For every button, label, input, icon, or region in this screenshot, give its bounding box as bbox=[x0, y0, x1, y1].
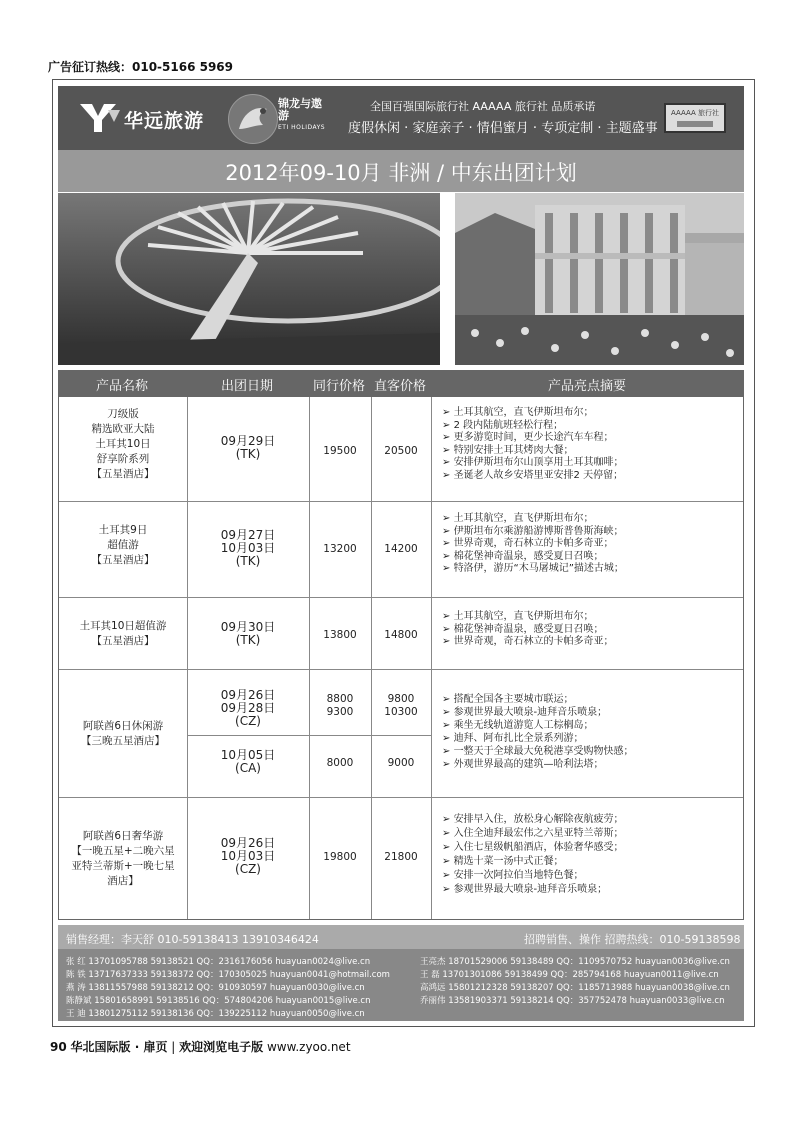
highlight-item: ➢ 世界奇观，奇石林立的卡帕多奇亚； bbox=[442, 636, 614, 649]
trade-price: 19800 bbox=[323, 851, 357, 863]
col-header-trade-price: 同行价格 bbox=[312, 379, 365, 394]
highlight-item: ➢ 棉花堡神奇温泉，感受夏日召唤； bbox=[442, 551, 624, 564]
itinerary-table bbox=[58, 396, 744, 920]
trade-price: 13200 bbox=[323, 543, 357, 555]
col-header-retail-price: 直客价格 bbox=[373, 379, 426, 394]
highlights-list bbox=[442, 693, 634, 771]
departure-date: 10月05日 (CA) bbox=[220, 748, 276, 775]
highlight-item: ➢ 参观世界最大喷泉-迪拜音乐喷泉； bbox=[442, 706, 634, 719]
product-name: 阿联酋6日奢华游 【一晚五星+二晚六星 亚特兰蒂斯+一晚七星 酒店】 bbox=[71, 830, 175, 887]
highlight-item: ➢ 参观世界最大喷泉-迪拜音乐喷泉； bbox=[442, 883, 624, 897]
departure-date: 09月30日 (TK) bbox=[220, 620, 276, 647]
contact-entry: 张 红 13701095788 59138521 QQ：2316176056 huayuan0024@live.cn bbox=[66, 957, 371, 967]
departure-date: 09月27日 10月03日 (TK) bbox=[220, 528, 276, 568]
highlight-item: ➢ 安排伊斯坦布尔山顶享用土耳其咖啡； bbox=[442, 457, 624, 470]
highlight-item: ➢ 搭配全国各主要城市联运； bbox=[442, 693, 634, 706]
slogan-line-2: 度假休闲 · 家庭亲子 · 情侣蜜月 · 专项定制 · 主题盛事 bbox=[348, 121, 658, 136]
trade-price: 19500 bbox=[323, 445, 357, 457]
product-name: 阿联酋6日休闲游 【三晚五星酒店】 bbox=[81, 720, 165, 747]
highlight-item: ➢ 圣诞老人故乡安塔里亚安排2 天停留； bbox=[442, 470, 624, 483]
highlights-list bbox=[442, 813, 624, 897]
product-name: 刀级版 精选欧亚大陆 土耳其10日 舒享阶系列 【五星酒店】 bbox=[91, 408, 155, 480]
recruit-hotline: 招聘销售、操作 招聘热线：010-59138598 bbox=[524, 933, 741, 946]
retail-price: 20500 bbox=[384, 445, 418, 457]
highlight-item: ➢ 入住七星级帆船酒店，体验奢华感受； bbox=[442, 841, 624, 855]
highlight-item: ➢ 安排一次阿拉伯当地特色餐； bbox=[442, 869, 624, 883]
eti-name-en: ETI HOLIDAYS bbox=[278, 124, 326, 131]
title-bar bbox=[58, 150, 744, 192]
highlight-item: ➢ 世界奇观，奇石林立的卡帕多奇亚； bbox=[442, 538, 624, 551]
sales-manager: 销售经理：李天舒 010-59138413 13910346424 bbox=[66, 933, 319, 946]
ad-header bbox=[58, 86, 744, 150]
rating-badge-text: AAAAA 旅行社 bbox=[671, 109, 719, 117]
rating-badge bbox=[664, 103, 726, 133]
contact-entry: 陈 铁 13717637333 59138372 QQ：170305025 huayuan0041@hotmail.com bbox=[66, 970, 390, 980]
contact-entry: 王亮杰 18701529006 59138489 QQ：1109570752 huayuan0036@live.cn bbox=[420, 957, 730, 967]
col-header-date: 出团日期 bbox=[220, 379, 273, 394]
departure-date: 09月26日 10月03日 (CZ) bbox=[220, 836, 276, 876]
trade-price: 8000 bbox=[326, 757, 354, 769]
contacts-footer bbox=[58, 925, 744, 1021]
page-number: 90 bbox=[50, 1040, 67, 1054]
contact-entry: 燕 涛 13811557988 59138212 QQ：910930597 huayuan0030@live.cn bbox=[66, 983, 365, 993]
highlight-item: ➢ 土耳其航空，直飞伊斯坦布尔； bbox=[442, 611, 614, 624]
highlight-item: ➢ 特别安排土耳其烤肉大餐； bbox=[442, 445, 624, 458]
table-header bbox=[58, 370, 744, 396]
col-header-highlights: 产品亮点摘要 bbox=[547, 379, 626, 394]
site-url[interactable]: www.zyoo.net bbox=[266, 1040, 351, 1054]
eti-logo bbox=[278, 98, 326, 134]
eti-name-cn: 锦龙与遨游 bbox=[278, 97, 322, 122]
highlight-item: ➢ 乘坐无线轨道游览人工棕榈岛； bbox=[442, 719, 634, 732]
highlight-item: ➢ 外观世界最高的建筑—哈利法塔； bbox=[442, 758, 634, 771]
footer-slogan: 欢迎浏览电子版 bbox=[179, 1040, 264, 1054]
highlight-item: ➢ 伊斯坦布尔乘游船游博斯普鲁斯海峡； bbox=[442, 526, 624, 539]
product-name: 土耳其9日 超值游 【五星酒店】 bbox=[91, 524, 155, 566]
retail-price: 9000 bbox=[387, 757, 415, 769]
highlights-list bbox=[442, 513, 624, 576]
slogan-line-1: 全国百强国际旅行社 AAAAA 旅行社 品质承诺 bbox=[370, 100, 596, 113]
section-name: 华北国际版 · 扉页 bbox=[70, 1040, 168, 1054]
contact-entry: 乔丽伟 13581903371 59138214 QQ：357752478 huayuan0033@live.cn bbox=[420, 996, 725, 1006]
page-footer: 90 华北国际版 · 扉页 | 欢迎浏览电子版 www.zyoo.net bbox=[50, 1040, 351, 1054]
footer-top-bar bbox=[58, 925, 744, 949]
highlight-item: ➢ 土耳其航空，直飞伊斯坦布尔； bbox=[442, 407, 624, 420]
palm-island-photo bbox=[58, 193, 440, 365]
departure-date: 09月26日 09月28日 (CZ) bbox=[220, 688, 276, 728]
highlight-item: ➢ 一整天于全球最大免税港享受购物快感； bbox=[442, 745, 634, 758]
contact-entry: 高鸿远 15801212328 59138207 QQ：1185713988 huayuan0038@live.cn bbox=[420, 983, 730, 993]
highlight-item: ➢ 特洛伊，游历“木马屠城记”描述古城； bbox=[442, 563, 624, 576]
product-name: 土耳其10日超值游 【五星酒店】 bbox=[79, 620, 167, 647]
ad-hotline: 广告征订热线：010-5166 5969 bbox=[48, 60, 234, 74]
retail-price: 21800 bbox=[384, 851, 418, 863]
dragon-emblem-icon bbox=[228, 94, 278, 144]
highlight-item: ➢ 2 段内陆航班轻松行程； bbox=[442, 420, 624, 433]
highlights-list bbox=[442, 407, 624, 482]
retail-price: 9800 10300 bbox=[384, 693, 418, 718]
brand-name: 华远旅游 bbox=[124, 110, 205, 132]
retail-price: 14200 bbox=[384, 543, 418, 555]
highlight-item: ➢ 更多游览时间，更少长途汽车车程； bbox=[442, 432, 624, 445]
highlight-item: ➢ 土耳其航空，直飞伊斯坦布尔； bbox=[442, 513, 624, 526]
trade-price: 8800 9300 bbox=[326, 693, 354, 718]
badge-seal-icon bbox=[677, 121, 713, 127]
ephesus-library-photo bbox=[455, 193, 744, 365]
contact-entry: 王 迪 13801275112 59138136 QQ：139225112 huayuan0050@live.cn bbox=[66, 1009, 365, 1019]
highlight-item: ➢ 精选十菜一汤中式正餐； bbox=[442, 855, 624, 869]
contact-entry: 陈静斌 15801658991 59138516 QQ：574804206 huayuan0015@live.cn bbox=[66, 996, 371, 1006]
contact-entry: 王 磊 13701301086 59138499 QQ：285794168 huayuan0011@live.cn bbox=[420, 970, 719, 980]
highlight-item: ➢ 安排早入住，放松身心解除夜航疲劳； bbox=[442, 813, 624, 827]
highlight-item: ➢ 入住全迪拜最宏伟之六星亚特兰蒂斯； bbox=[442, 827, 624, 841]
huayuan-logo-icon bbox=[78, 100, 122, 134]
highlights-list bbox=[442, 611, 614, 649]
highlight-item: ➢ 棉花堡神奇温泉，感受夏日召唤； bbox=[442, 624, 614, 637]
page-title: 2012年09-10月 非洲 / 中东出团计划 bbox=[225, 161, 577, 185]
trade-price: 13800 bbox=[323, 629, 357, 641]
departure-date: 09月29日 (TK) bbox=[220, 434, 276, 461]
retail-price: 14800 bbox=[384, 629, 418, 641]
col-header-name: 产品名称 bbox=[95, 379, 148, 394]
highlight-item: ➢ 迪拜、阿布扎比全景系列游； bbox=[442, 732, 634, 745]
